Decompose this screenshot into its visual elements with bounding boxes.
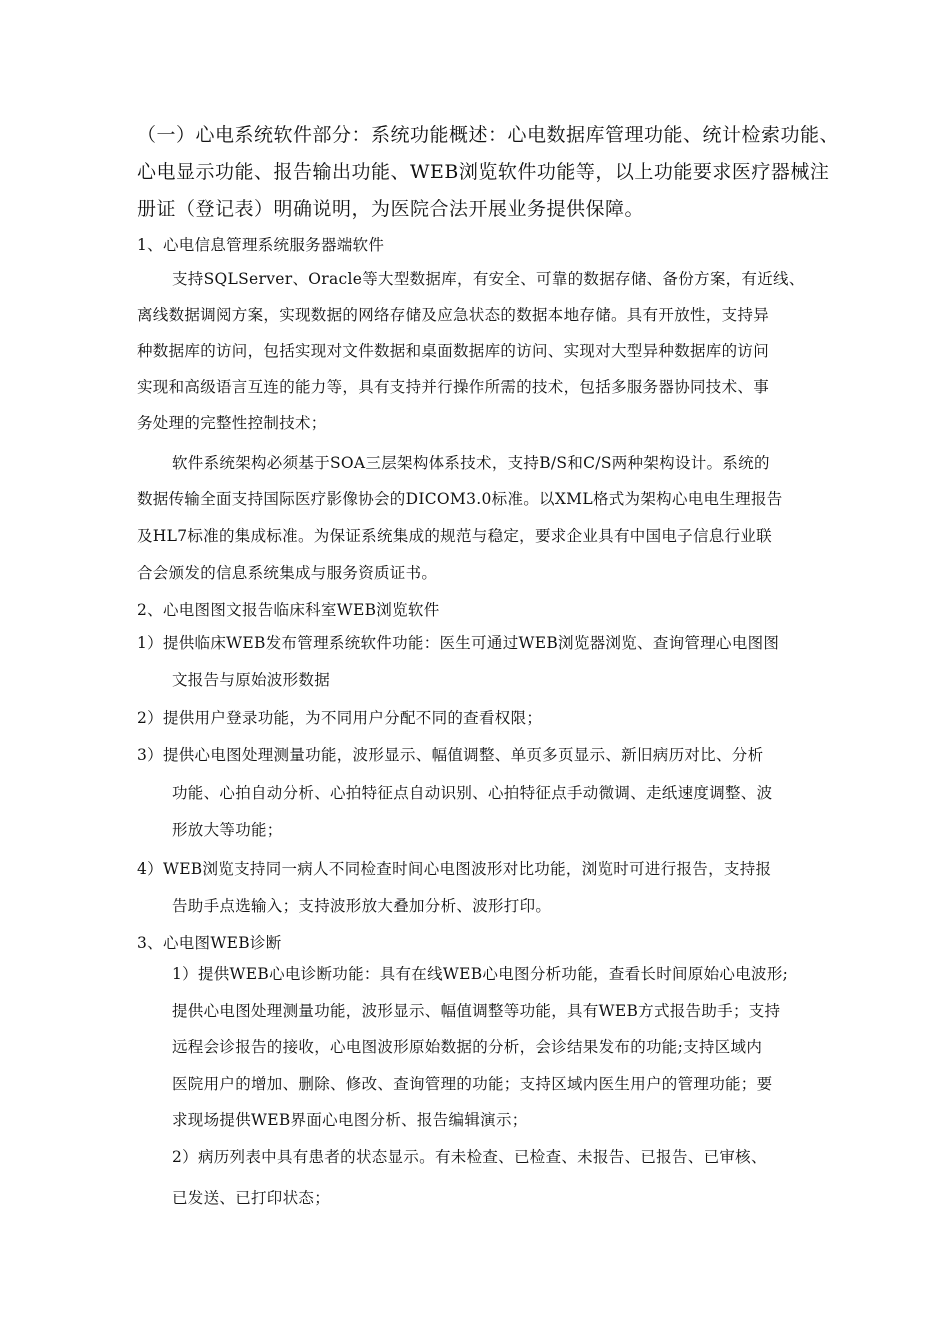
sub2-heading: 2、心电图图文报告临床科室WEB浏览软件	[137, 601, 440, 619]
section-title-line-2: 心电显示功能、报告输出功能、WEB浏览软件功能等，以上功能要求医疗器械注	[137, 161, 830, 183]
sub1-heading: 1、心电信息管理系统服务器端软件	[137, 236, 385, 254]
sub1-para1-line: 支持SQLServer、Oracle等大型数据库，有安全、可靠的数据存储、备份方案，有近线、	[172, 270, 805, 288]
sub1-para2-line: 合会颁发的信息系统集成与服务资质证书。	[137, 564, 438, 582]
sub2-item-3-line: 3）提供心电图处理测量功能，波形显示、幅值调整、单页多页显示、新旧病历对比、分析	[137, 746, 764, 764]
section-title-line-1: （一）心电系统软件部分：系统功能概述：心电数据库管理功能、统计检索功能、	[137, 124, 840, 146]
sub2-item-2-line: 2）提供用户登录功能，为不同用户分配不同的查看权限；	[137, 709, 543, 727]
sub2-item-3-line: 形放大等功能；	[172, 821, 283, 839]
sub3-item-2-line: 2）病历列表中具有患者的状态显示。有未检查、已检查、未报告、已报告、已审核、	[172, 1148, 767, 1166]
sub3-item-2-line: 已发送、已打印状态；	[172, 1189, 331, 1207]
sub2-item-4-line: 告助手点选输入；支持波形放大叠加分析、波形打印。	[172, 897, 552, 915]
sub1-para1-line: 务处理的完整性控制技术；	[137, 414, 327, 432]
sub2-item-3-line: 功能、心拍自动分析、心拍特征点自动识别、心拍特征点手动微调、走纸速度调整、波	[172, 784, 773, 802]
sub2-item-1-line: 1）提供临床WEB发布管理系统软件功能：医生可通过WEB浏览器浏览、查询管理心电图图	[137, 634, 780, 652]
sub2-item-4-line: 4）WEB浏览支持同一病人不同检查时间心电图波形对比功能，浏览时可进行报告，支持报	[137, 860, 772, 878]
sub3-heading: 3、心电图WEB诊断	[137, 934, 282, 952]
sub3-item-1-line: 提供心电图处理测量功能，波形显示、幅值调整等功能，具有WEB方式报告助手；支持	[172, 1002, 781, 1020]
sub1-para1-line: 种数据库的访问，包括实现对文件数据和桌面数据库的访问、实现对大型异种数据库的访问	[137, 342, 770, 360]
sub1-para1-line: 实现和高级语言互连的能力等，具有支持并行操作所需的技术，包括多服务器协同技术、事	[137, 378, 770, 396]
section-title-line-3: 册证（登记表）明确说明，为医院合法开展业务提供保障。	[137, 198, 645, 220]
sub3-item-1-line: 远程会诊报告的接收，心电图波形原始数据的分析，会诊结果发布的功能;支持区域内	[172, 1038, 763, 1056]
sub1-para2-line: 数据传输全面支持国际医疗影像协会的DICOM3.0标准。以XML格式为架构心电电生理报告	[137, 490, 783, 508]
sub3-item-1-line: 1）提供WEB心电诊断功能：具有在线WEB心电图分析功能，查看长时间原始心电波形;	[172, 965, 789, 983]
sub2-item-1-line: 文报告与原始波形数据	[172, 671, 331, 689]
sub3-item-1-line: 医院用户的增加、删除、修改、查询管理的功能；支持区域内医生用户的管理功能；要	[172, 1075, 773, 1093]
sub1-para2-line: 及HL7标准的集成标准。为保证系统集成的规范与稳定，要求企业具有中国电子信息行业联	[137, 527, 772, 545]
sub1-para2-line: 软件系统架构必须基于SOA三层架构体系技术，支持B/S和C/S两种架构设计。系统的	[172, 454, 770, 472]
sub3-item-1-line: 求现场提供WEB界面心电图分析、报告编辑演示；	[172, 1111, 528, 1129]
sub1-para1-line: 离线数据调阅方案，实现数据的网络存储及应急状态的数据本地存储。具有开放性，支持异	[137, 306, 770, 324]
